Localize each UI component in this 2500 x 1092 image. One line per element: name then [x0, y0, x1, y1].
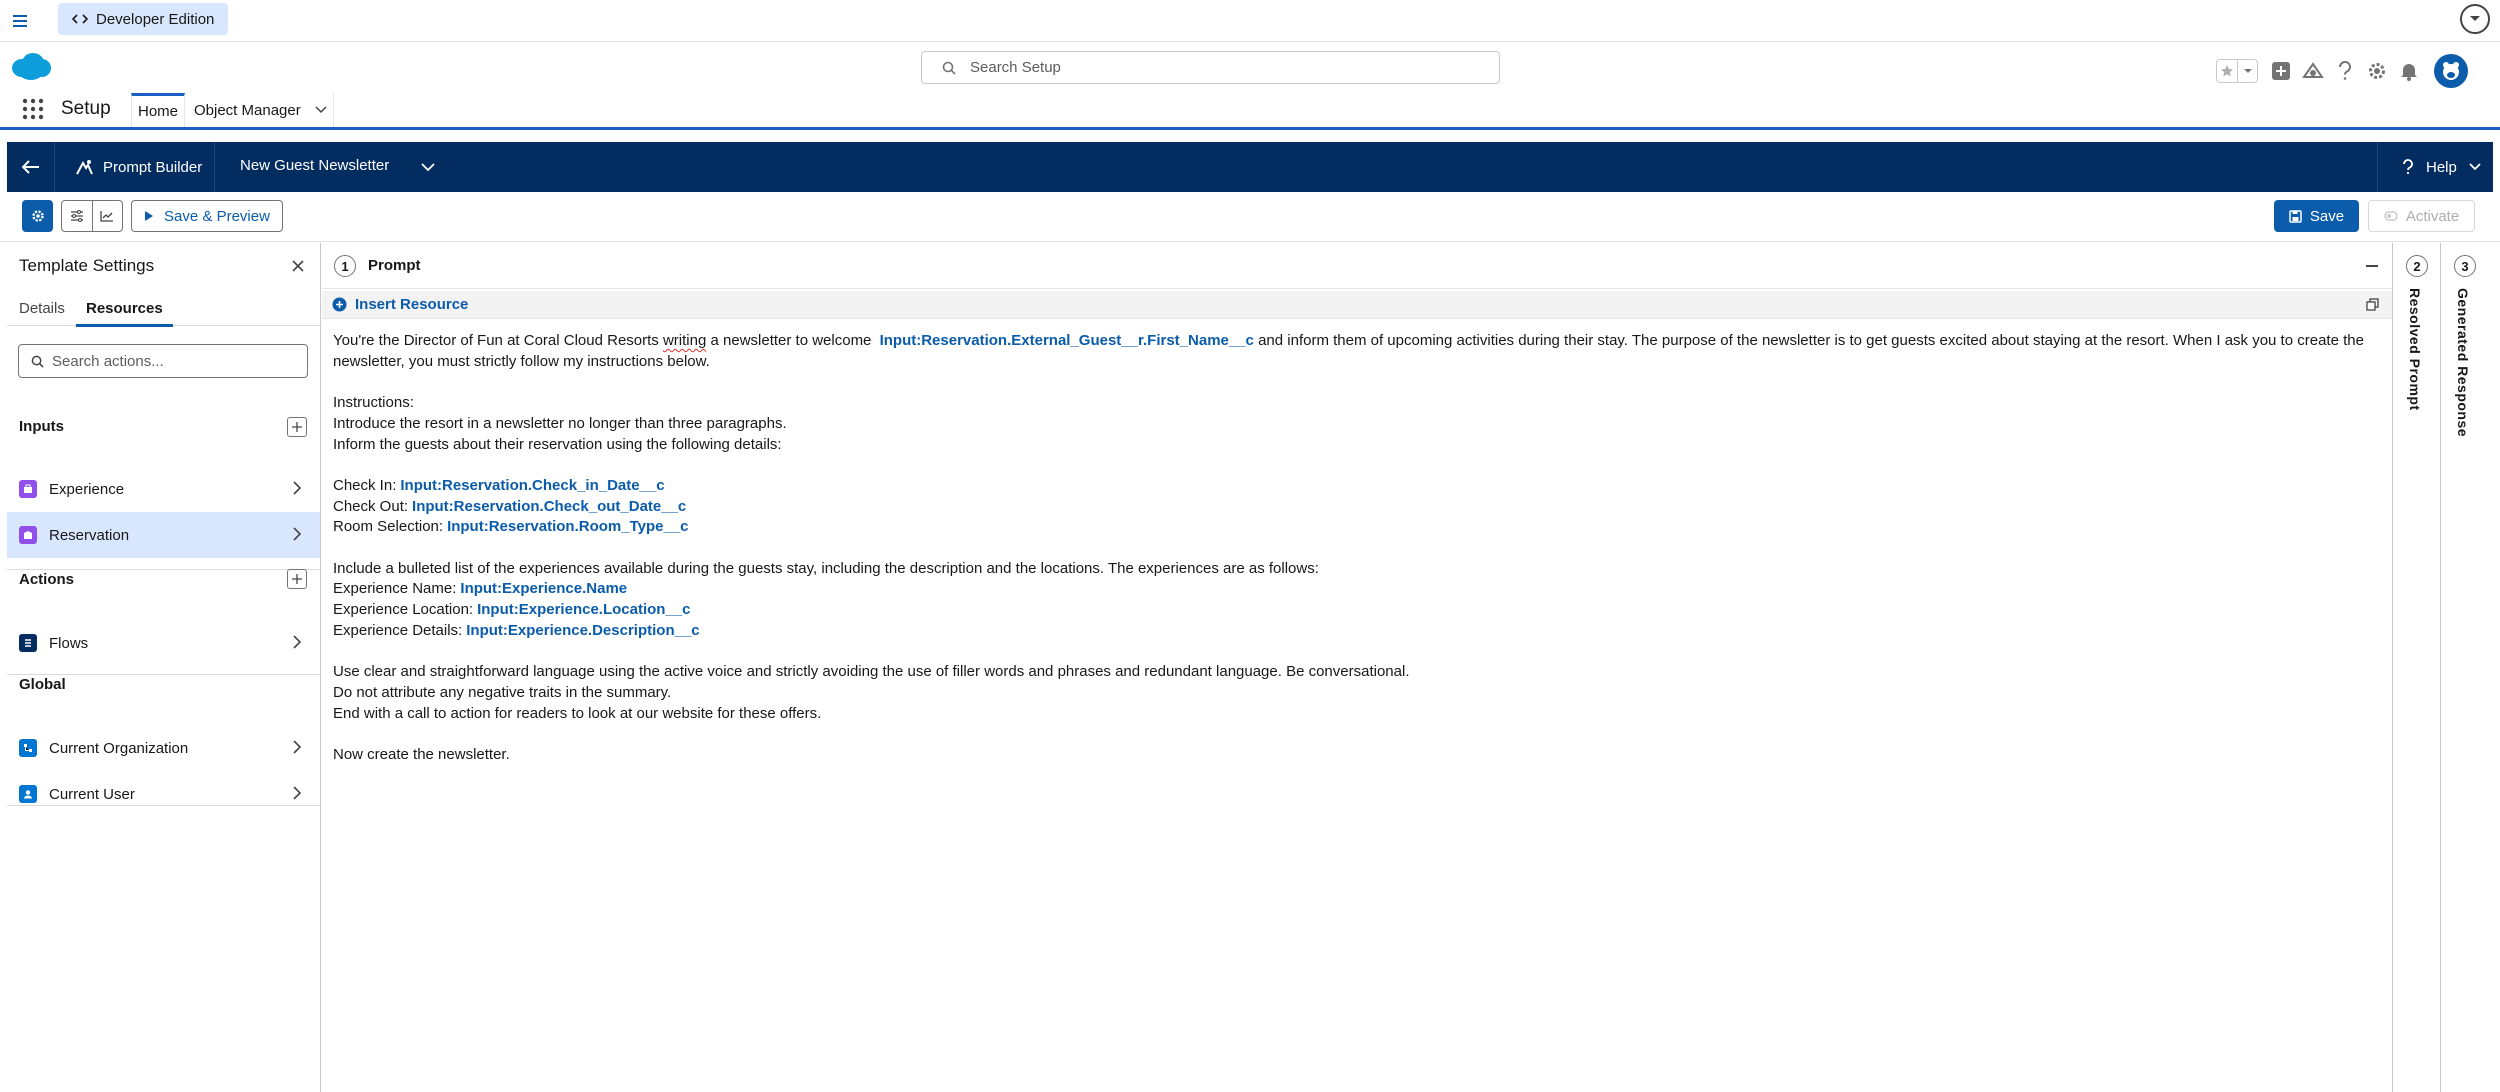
prompt-line: Introduce the resort in a newsletter no longer than three paragraphs.: [333, 414, 787, 432]
developer-edition-badge[interactable]: [58, 3, 228, 35]
tab-home-label: Home: [137, 103, 178, 120]
chevron-right-icon: [293, 481, 301, 495]
sidebar-item-current-user[interactable]: [7, 771, 320, 817]
save-preview-button[interactable]: [131, 200, 283, 232]
chevron-down-icon: [421, 163, 435, 171]
activate-button[interactable]: [2368, 200, 2475, 232]
panel-title: Template Settings: [19, 256, 155, 275]
prompt-line: Use clear and straightforward language using the active voice and strictly avoiding the use of filler words and phrases and redundant language. Be conversational.: [333, 663, 1410, 681]
prompt-paragraph: [333, 476, 2375, 538]
avatar[interactable]: [2434, 54, 2468, 88]
section-heading-global: Global: [19, 676, 66, 693]
prompt-paragraph: [333, 331, 2375, 372]
favorites-button[interactable]: [2216, 59, 2258, 83]
favorites-dropdown-icon[interactable]: [2237, 60, 2257, 82]
save-label: Save: [2309, 207, 2345, 225]
tab-object-manager[interactable]: [186, 93, 334, 127]
prompt-text-editor[interactable]: [333, 331, 2375, 786]
view-button-group: [61, 200, 123, 232]
section-heading-label: Actions: [19, 571, 75, 588]
chevron-down-icon[interactable]: [315, 106, 327, 114]
star-icon[interactable]: [2217, 60, 2237, 82]
merge-field[interactable]: Input:Reservation.External_Guest__r.First_Name__c: [879, 332, 1254, 349]
chevron-right-icon: [293, 740, 301, 754]
global-header: [0, 42, 2500, 90]
help-label: Help: [2426, 158, 2457, 176]
sidebar-item-label: Current User: [49, 785, 135, 803]
chevron-down-icon: [2469, 163, 2481, 171]
help-icon: [2402, 159, 2414, 175]
tab-home[interactable]: [131, 93, 185, 127]
divider: [7, 805, 320, 806]
play-icon: [144, 210, 154, 222]
prompt-line: Now create the newsletter.: [333, 745, 510, 763]
field-label: Room Selection:: [333, 518, 444, 536]
flow-icon: [19, 634, 37, 652]
prompt-panel: [322, 243, 2392, 1092]
chevron-right-icon: [293, 635, 301, 649]
section-heading-actions: [19, 571, 74, 588]
chevron-right-icon: [293, 527, 301, 541]
add-action-button[interactable]: [287, 569, 307, 589]
add-input-button[interactable]: [287, 417, 307, 437]
sidebar-item-flows[interactable]: [7, 620, 320, 666]
app-name: Setup: [61, 98, 111, 119]
merge-field[interactable]: Input:Reservation.Check_in_Date__c: [400, 476, 665, 494]
prompt-line: End with a call to action for readers to look at our website for these offers.: [333, 704, 822, 722]
back-button[interactable]: [7, 142, 55, 192]
organization-icon: [19, 739, 37, 757]
prompt-line: Do not attribute any negative traits in the summary.: [333, 683, 672, 701]
help-icon[interactable]: [2334, 60, 2356, 82]
search-icon: [942, 61, 956, 75]
prompt-paragraph: [333, 662, 2375, 724]
divider: [7, 674, 320, 675]
prompt-paragraph: [333, 745, 2375, 766]
sliders-icon[interactable]: [62, 201, 92, 231]
help-menu-button[interactable]: [2377, 142, 2493, 192]
setup-menu-dropdown[interactable]: [2460, 4, 2490, 34]
template-settings-panel: [7, 243, 321, 1092]
gear-icon: [31, 209, 45, 223]
add-circle-icon: [332, 297, 347, 312]
step-number: 1: [334, 255, 356, 277]
sidebar-item-reservation[interactable]: [7, 512, 320, 558]
spellcheck-word: writing: [662, 332, 707, 349]
prompt-editor-toolbar: [322, 291, 2392, 319]
prompt-text: a newsletter to welcome: [706, 332, 876, 349]
prompt-paragraph: [333, 393, 2375, 455]
template-menu-button[interactable]: [411, 142, 445, 192]
prompt-line: Instructions:: [333, 394, 414, 412]
prompt-builder-icon: [75, 159, 93, 175]
settings-tabs: [7, 288, 321, 326]
gear-icon[interactable]: [2366, 60, 2388, 82]
user-icon: [19, 785, 37, 803]
field-label: Experience Name:: [333, 580, 457, 598]
step-number: 3: [2454, 255, 2476, 277]
experience-icon: [19, 480, 37, 498]
reservation-icon: [19, 526, 37, 544]
close-icon[interactable]: [292, 260, 304, 272]
activate-label: Activate: [2405, 207, 2460, 225]
tab-resources[interactable]: Resources: [76, 300, 173, 327]
setup-search-input[interactable]: [970, 59, 1450, 76]
prompt-builder-app: [55, 142, 215, 192]
save-icon: [2289, 210, 2302, 223]
divider: [7, 569, 320, 570]
field-label: Check Out:: [333, 497, 409, 515]
section-heading-inputs: Inputs: [19, 418, 64, 435]
chevron-down-icon: [2469, 15, 2481, 23]
field-label: Experience Details:: [333, 621, 463, 639]
template-settings-button[interactable]: [22, 200, 53, 232]
search-icon: [31, 355, 44, 368]
sidebar-item-experience[interactable]: [7, 466, 320, 512]
menu-icon[interactable]: [8, 9, 32, 33]
builder-header: [7, 142, 2493, 192]
prompt-builder-label: Prompt Builder: [103, 158, 203, 176]
prompt-line: Include a bulleted list of the experiences available during the guests stay, including the description and the locations. The experiences are as follows:: [333, 559, 1319, 577]
bell-icon[interactable]: [2398, 60, 2420, 82]
copy-icon[interactable]: [2366, 298, 2379, 311]
merge-field[interactable]: Input:Experience.Location__c: [477, 601, 691, 619]
merge-field[interactable]: Input:Experience.Description__c: [466, 621, 700, 639]
tab-object-manager-label: Object Manager: [194, 101, 301, 119]
merge-field[interactable]: Input:Reservation.Room_Type__c: [447, 518, 689, 536]
chart-icon[interactable]: [92, 201, 122, 231]
actions-search[interactable]: [18, 344, 308, 378]
prompt-panel-header: [322, 243, 2392, 289]
global-actions: [2216, 54, 2468, 88]
sidebar-item-current-organization[interactable]: [7, 725, 320, 771]
save-preview-label: Save & Preview: [164, 207, 270, 225]
prompt-text: You're the Director of Fun at Coral Cloud Resorts: [333, 332, 663, 349]
generated-response-panel[interactable]: [2440, 243, 2500, 1092]
save-button[interactable]: [2274, 200, 2359, 232]
trailhead-icon[interactable]: [2302, 60, 2324, 82]
insert-resource-button[interactable]: [332, 296, 468, 313]
generated-response-label: Generated Response: [2455, 288, 2471, 438]
actions-search-input[interactable]: [52, 353, 292, 370]
resolved-prompt-label: Resolved Prompt: [2407, 288, 2423, 411]
sidebar-item-label: Flows: [49, 634, 89, 652]
activate-icon: [2384, 211, 2398, 221]
prompt-title: Prompt: [368, 257, 421, 274]
code-icon: [72, 12, 88, 26]
global-create-icon[interactable]: [2270, 60, 2292, 82]
prompt-line: Inform the guests about their reservation using the following details:: [333, 435, 782, 453]
sidebar-item-label: Experience: [49, 480, 125, 498]
prompt-text: and inform them of upcoming activities during their stay. The purpose of the newsletter is to get guests excited about staying at the resort. When I ask you to create the newsletter, you must strictly follow my instructions below.: [333, 332, 2364, 370]
sidebar-item-label: Reservation: [49, 526, 130, 544]
chevron-right-icon: [293, 786, 301, 800]
step-number: 2: [2406, 255, 2428, 277]
app-launcher-icon[interactable]: [22, 98, 44, 120]
merge-field[interactable]: Input:Reservation.Check_out_Date__c: [412, 497, 687, 515]
insert-resource-label: Insert Resource: [355, 296, 469, 313]
salesforce-logo[interactable]: [9, 51, 53, 81]
setup-search[interactable]: [921, 51, 1500, 84]
minimize-icon[interactable]: [2366, 265, 2378, 267]
template-name: New Guest Newsletter: [240, 157, 390, 174]
app-navigation: [0, 90, 2500, 130]
sidebar-item-label: Current Organization: [49, 739, 189, 757]
resolved-prompt-panel[interactable]: [2392, 243, 2440, 1092]
tab-details[interactable]: Details: [19, 300, 65, 317]
builder-toolbar: [0, 192, 2500, 242]
top-bar: [0, 0, 2500, 42]
merge-field[interactable]: Input:Experience.Name: [460, 580, 628, 598]
field-label: Experience Location:: [333, 601, 474, 619]
developer-edition-label: Developer Edition: [96, 10, 215, 28]
prompt-paragraph: [333, 559, 2375, 642]
back-arrow-icon: [22, 160, 40, 174]
field-label: Check In:: [333, 476, 397, 494]
